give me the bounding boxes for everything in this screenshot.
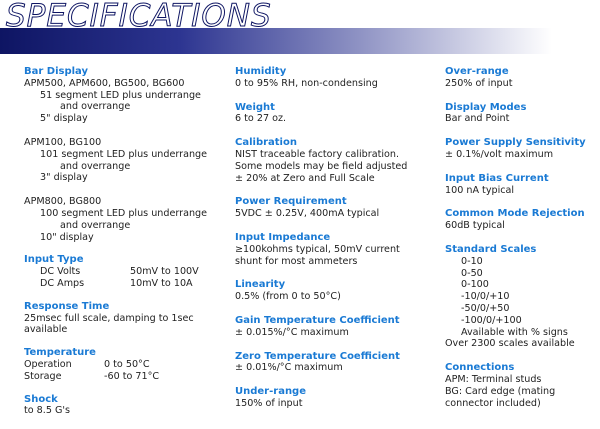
bar-display-group [24, 137, 224, 184]
display-modes-section [445, 102, 595, 126]
spec-value: 10mV to 10A [130, 277, 193, 289]
section-heading: Display Modes [445, 101, 527, 113]
input-type-table [24, 266, 199, 290]
bar-display-group [24, 78, 224, 125]
spec-line: shunt for most ammeters [235, 255, 358, 267]
section-heading: Zero Temperature Coefficient [235, 350, 400, 362]
spec-line: 10" display [40, 231, 94, 243]
section-heading: Input Impedance [235, 231, 331, 243]
section-heading: Input Type [24, 254, 84, 266]
zero-temperature-coefficient-section [235, 351, 435, 375]
spec-column-3 [445, 66, 595, 421]
spec-value: -60 to 71°C [104, 370, 160, 382]
spec-line: 0 to 95% RH, non-condensing [235, 77, 378, 89]
section-heading: Bar Display [24, 66, 89, 77]
spec-line: 60dB typical [445, 220, 505, 232]
shock-section [24, 394, 224, 418]
scale-item: -100/0/+100 [461, 314, 522, 326]
scale-note: Over 2300 scales available [445, 338, 575, 350]
spec-line: 5" display [40, 113, 88, 125]
table-row [24, 266, 199, 278]
spec-line: 6 to 27 oz. [235, 113, 287, 125]
spec-line: and overrange [60, 160, 131, 172]
spec-line: 51 segment LED plus underrange [40, 89, 201, 101]
model-list: APM800, BG800 [24, 196, 102, 208]
spec-column-2 [235, 66, 435, 422]
spec-line: connector included) [445, 397, 541, 409]
spec-line: 250% of input [445, 77, 513, 89]
bar-display-section [24, 66, 224, 243]
over-range-section [445, 66, 595, 90]
specifications-banner [0, 0, 600, 54]
table-row [24, 359, 159, 371]
common-mode-rejection-section [445, 208, 595, 232]
section-heading: Gain Temperature Coefficient [235, 314, 400, 326]
section-heading: Response Time [24, 300, 110, 312]
section-heading: Input Bias Current [445, 172, 549, 184]
standard-scales-section [445, 244, 595, 350]
scale-item: -50/0/+50 [461, 302, 510, 314]
spec-key: Operation [24, 358, 72, 370]
spec-line: 5VDC ± 0.25V, 400mA typical [235, 208, 380, 220]
input-bias-current-section [445, 173, 595, 197]
spec-line: and overrange [60, 101, 131, 113]
spec-line: available [24, 324, 68, 336]
section-heading: Calibration [235, 137, 297, 149]
spec-line: BG: Card edge (mating [445, 385, 556, 397]
section-heading: Humidity [235, 66, 287, 77]
spec-line: APM: Terminal studs [445, 373, 542, 385]
spec-line: ≥100kohms typical, 50mV current [235, 243, 400, 255]
power-supply-sensitivity-section [445, 137, 595, 161]
spec-line: Some models may be field adjusted [235, 160, 408, 172]
section-heading: Power Requirement [235, 196, 347, 208]
temperature-table [24, 359, 159, 383]
linearity-section [235, 279, 435, 303]
spec-line: 3" display [40, 172, 88, 184]
spec-line: ± 0.1%/volt maximum [445, 148, 554, 160]
table-row [24, 278, 199, 290]
section-heading: Temperature [24, 347, 96, 359]
spec-line: 101 segment LED plus underrange [40, 148, 208, 160]
section-heading: Linearity [235, 279, 286, 291]
spec-line: to 8.5 G's [24, 405, 71, 417]
section-heading: Power Supply Sensitivity [445, 137, 586, 149]
input-type-section [24, 254, 224, 289]
page-title: SPECIFICATIONS [6, 0, 272, 34]
spec-line: 150% of input [235, 397, 303, 409]
spec-line: 100 nA typical [445, 184, 515, 196]
scale-item: -10/0/+10 [461, 291, 510, 303]
spec-line: ± 0.01%/°C maximum [235, 362, 343, 374]
section-heading: Standard Scales [445, 243, 537, 255]
spec-line: 0.5% (from 0 to 50°C) [235, 291, 341, 303]
under-range-section [235, 386, 435, 410]
spec-line: 25msec full scale, damping to 1sec [24, 312, 194, 324]
scale-note: Available with % signs [461, 326, 568, 338]
section-heading: Shock [24, 393, 58, 405]
spec-line: and overrange [60, 219, 131, 231]
connections-section [445, 362, 595, 409]
section-heading: Weight [235, 101, 275, 113]
gain-temperature-coefficient-section [235, 315, 435, 339]
power-requirement-section [235, 196, 435, 220]
input-impedance-section [235, 232, 435, 267]
spec-key: DC Volts [40, 266, 81, 278]
spec-value: 50mV to 100V [130, 266, 199, 278]
spec-line: NIST traceable factory calibration. [235, 148, 400, 160]
bar-display-group [24, 196, 224, 243]
scale-item: 0-100 [461, 279, 489, 291]
section-heading: Over-range [445, 66, 509, 77]
temperature-section [24, 347, 224, 382]
spec-key: Storage [24, 370, 62, 382]
spec-line: ± 0.015%/°C maximum [235, 326, 349, 338]
section-heading: Common Mode Rejection [445, 208, 585, 220]
table-row [24, 371, 159, 383]
section-heading: Connections [445, 362, 515, 374]
model-list: APM100, BG100 [24, 136, 102, 148]
spec-line: 100 segment LED plus underrange [40, 207, 208, 219]
spec-value: 0 to 50°C [104, 358, 150, 370]
spec-column-1 [24, 66, 224, 428]
humidity-section [235, 66, 435, 90]
scale-item: 0-10 [461, 255, 483, 267]
weight-section [235, 102, 435, 126]
section-heading: Under-range [235, 386, 307, 398]
model-list: APM500, APM600, BG500, BG600 [24, 77, 185, 89]
scale-item: 0-50 [461, 267, 483, 279]
calibration-section [235, 137, 435, 184]
spec-key: DC Amps [40, 277, 85, 289]
spec-line: Bar and Point [445, 113, 510, 125]
response-time-section [24, 301, 224, 336]
spec-line: ± 20% at Zero and Full Scale [235, 172, 375, 184]
